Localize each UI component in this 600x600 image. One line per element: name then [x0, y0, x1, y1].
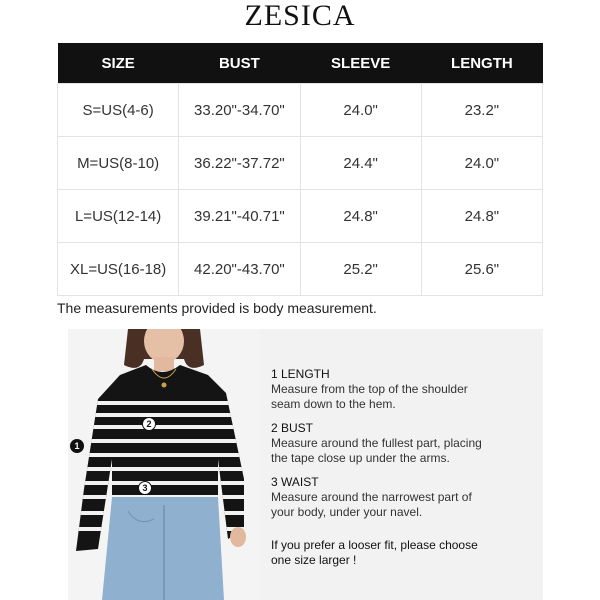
guide-waist-line2: your body, under your navel.	[271, 505, 423, 519]
cell-length: 24.0"	[421, 137, 542, 190]
cell-bust: 36.22"-37.72"	[179, 137, 300, 190]
table-row	[58, 190, 543, 243]
cell-size: XL=US(16-18)	[58, 243, 179, 296]
marker-bust: 2	[142, 417, 156, 431]
cell-sleeve: 24.8"	[300, 190, 421, 243]
marker-waist: 3	[138, 481, 152, 495]
measurement-note: The measurements provided is body measurement.	[57, 300, 377, 316]
table-header-row	[58, 43, 543, 84]
fit-tip-line2: one size larger !	[271, 553, 357, 567]
cell-bust: 39.21"-40.71"	[179, 190, 300, 243]
fit-tip	[271, 538, 478, 568]
header-size: SIZE	[58, 43, 179, 84]
guide-bust	[271, 421, 482, 466]
cell-length: 25.6"	[421, 243, 542, 296]
table-row	[58, 84, 543, 137]
measurement-guide-panel	[260, 329, 543, 600]
model-photo	[68, 329, 260, 600]
guide-bust-line2: the tape close up under the arms.	[271, 451, 450, 465]
cell-size: L=US(12-14)	[58, 190, 179, 243]
cell-size: S=US(4-6)	[58, 84, 179, 137]
header-bust: BUST	[179, 43, 300, 84]
cell-sleeve: 24.0"	[300, 84, 421, 137]
guide-length-title: 1 LENGTH	[271, 367, 330, 381]
guide-length-line1: Measure from the top of the shoulder	[271, 382, 468, 396]
cell-length: 23.2"	[421, 84, 542, 137]
guide-bust-title: 2 BUST	[271, 421, 314, 435]
guide-waist-line1: Measure around the narrowest part of	[271, 490, 472, 504]
guide-waist	[271, 475, 472, 520]
model-illustration	[68, 329, 260, 600]
header-sleeve: SLEEVE	[300, 43, 421, 84]
cell-length: 24.8"	[421, 190, 542, 243]
guide-waist-title: 3 WAIST	[271, 475, 319, 489]
guide-length-line2: seam down to the hem.	[271, 397, 396, 411]
cell-size: M=US(8-10)	[58, 137, 179, 190]
table-row	[58, 243, 543, 296]
header-length: LENGTH	[421, 43, 542, 84]
cell-sleeve: 24.4"	[300, 137, 421, 190]
guide-bust-line1: Measure around the fullest part, placing	[271, 436, 482, 450]
marker-length: 1	[70, 439, 84, 453]
size-chart-table	[57, 43, 543, 296]
brand-logo: ZESICA	[244, 0, 356, 32]
fit-tip-line1: If you prefer a looser fit, please choose	[271, 538, 478, 552]
table-row	[58, 137, 543, 190]
cell-sleeve: 25.2"	[300, 243, 421, 296]
cell-bust: 42.20"-43.70"	[179, 243, 300, 296]
cell-bust: 33.20"-34.70"	[179, 84, 300, 137]
guide-length	[271, 367, 468, 412]
